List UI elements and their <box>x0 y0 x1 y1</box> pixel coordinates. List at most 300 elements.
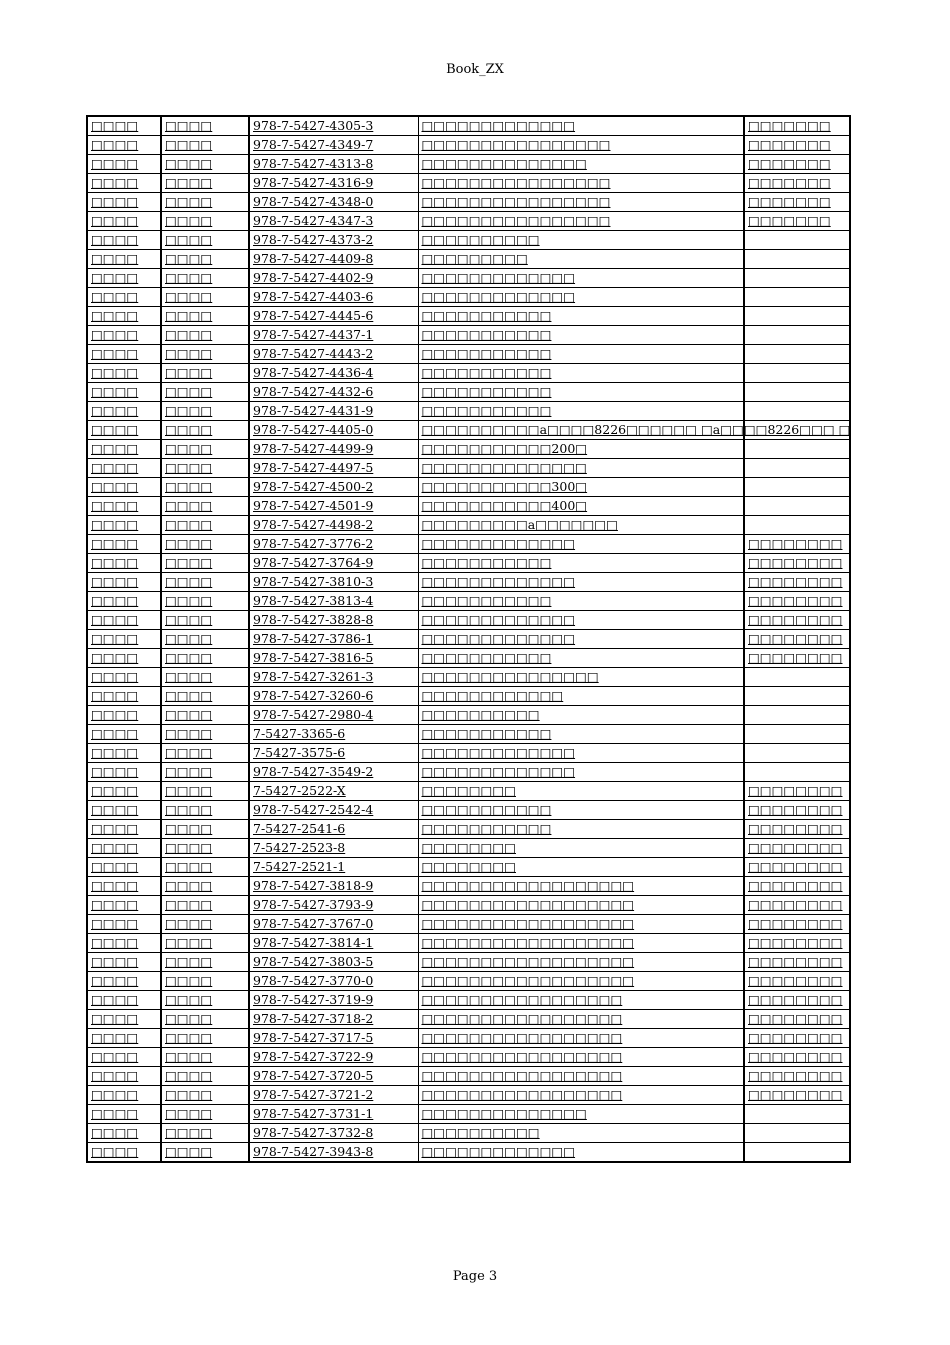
col-type-cell: □□□□ <box>161 573 249 592</box>
isbn-cell: 978-7-5427-3719-9 <box>249 991 418 1010</box>
series-cell: □□□□□□□ <box>744 212 850 231</box>
isbn-cell: 7-5427-2541-6 <box>249 820 418 839</box>
col-type-cell: □□□□ <box>161 307 249 326</box>
col-category-cell: □□□□ <box>87 535 161 554</box>
isbn-cell: 978-7-5427-4437-1 <box>249 326 418 345</box>
title-cell: □□□□□□□□ <box>418 839 744 858</box>
isbn-cell: 978-7-5427-4431-9 <box>249 402 418 421</box>
series-cell <box>744 383 850 402</box>
col-type-cell: □□□□ <box>161 383 249 402</box>
title-cell: □□□□□□□□□□a□□□□8226□□□□□□ □a□□□□8226□□□ □ <box>418 421 744 440</box>
table-row <box>87 307 850 326</box>
col-type-cell: □□□□ <box>161 212 249 231</box>
isbn-cell: 978-7-5427-3720-5 <box>249 1067 418 1086</box>
col-category-cell: □□□□ <box>87 459 161 478</box>
col-type-cell: □□□□ <box>161 535 249 554</box>
col-type-cell: □□□□ <box>161 116 249 136</box>
series-cell: □□□□□□□□ <box>744 915 850 934</box>
isbn-cell: 978-7-5427-3803-5 <box>249 953 418 972</box>
book-table-body <box>87 116 850 1162</box>
series-cell <box>744 763 850 782</box>
table-row <box>87 820 850 839</box>
series-cell: □□□□□□□ <box>744 155 850 174</box>
table-row <box>87 687 850 706</box>
col-category-cell: □□□□ <box>87 440 161 459</box>
series-cell: □□□□□□□□ <box>744 801 850 820</box>
series-cell: □□□□□□□ <box>744 174 850 193</box>
title-cell: □□□□□□□□□□□□□□□□□ <box>418 1086 744 1105</box>
series-cell: □□□□□□□□ <box>744 934 850 953</box>
col-category-cell: □□□□ <box>87 725 161 744</box>
series-cell: □□□□□□□□ <box>744 649 850 668</box>
isbn-cell: 978-7-5427-3260-6 <box>249 687 418 706</box>
isbn-cell: 978-7-5427-4498-2 <box>249 516 418 535</box>
title-cell: □□□□□□□□□□□300□ <box>418 478 744 497</box>
title-cell: □□□□□□□□□□□□□□ <box>418 155 744 174</box>
table-row <box>87 706 850 725</box>
col-type-cell: □□□□ <box>161 934 249 953</box>
title-cell: □□□□□□□□□□□□□□ <box>418 1105 744 1124</box>
col-category-cell: □□□□ <box>87 1029 161 1048</box>
series-cell: □□□□□□□□ <box>744 991 850 1010</box>
col-category-cell: □□□□ <box>87 345 161 364</box>
col-type-cell: □□□□ <box>161 1143 249 1163</box>
title-cell: □□□□□□□□□□□ <box>418 345 744 364</box>
table-row <box>87 1067 850 1086</box>
col-type-cell: □□□□ <box>161 364 249 383</box>
series-cell: □□□□□□□ <box>744 136 850 155</box>
series-cell: □□□□□□□□ <box>744 1086 850 1105</box>
col-type-cell: □□□□ <box>161 877 249 896</box>
col-type-cell: □□□□ <box>161 1086 249 1105</box>
title-cell: □□□□□□□□□□□ <box>418 592 744 611</box>
title-cell: □□□□□□□□□□□□□□ <box>418 459 744 478</box>
series-cell: □□□□□□□□ <box>744 535 850 554</box>
col-category-cell: □□□□ <box>87 250 161 269</box>
col-type-cell: □□□□ <box>161 839 249 858</box>
col-type-cell: □□□□ <box>161 231 249 250</box>
isbn-cell: 7-5427-2521-1 <box>249 858 418 877</box>
col-type-cell: □□□□ <box>161 554 249 573</box>
col-type-cell: □□□□ <box>161 763 249 782</box>
col-category-cell: □□□□ <box>87 478 161 497</box>
title-cell: □□□□□□□□□□□ <box>418 326 744 345</box>
title-cell: □□□□□□□□ <box>418 782 744 801</box>
table-row <box>87 934 850 953</box>
title-cell: □□□□□□□□□□□□□□□□□□ <box>418 896 744 915</box>
table-row <box>87 1124 850 1143</box>
title-cell: □□□□□□□□□□□□□□□□□ <box>418 1048 744 1067</box>
title-cell: □□□□□□□□□□□ <box>418 725 744 744</box>
isbn-cell: 978-7-5427-3732-8 <box>249 1124 418 1143</box>
col-category-cell: □□□□ <box>87 1143 161 1163</box>
title-cell: □□□□□□□□□□□□□□□□ <box>418 136 744 155</box>
series-cell <box>744 231 850 250</box>
title-cell: □□□□□□□□□□□□ <box>418 687 744 706</box>
table-row <box>87 668 850 687</box>
series-cell: □□□□□□□□ <box>744 839 850 858</box>
series-cell: □□□□□□□□ <box>744 896 850 915</box>
title-cell: □□□□□□□□□□□□□□□□ <box>418 193 744 212</box>
col-category-cell: □□□□ <box>87 934 161 953</box>
col-category-cell: □□□□ <box>87 516 161 535</box>
title-cell: □□□□□□□□□□□□□ <box>418 269 744 288</box>
title-cell: □□□□□□□□□□ <box>418 706 744 725</box>
series-cell: □□□□□□□□ <box>744 1029 850 1048</box>
col-category-cell: □□□□ <box>87 668 161 687</box>
series-cell <box>744 1124 850 1143</box>
col-type-cell: □□□□ <box>161 478 249 497</box>
col-category-cell: □□□□ <box>87 307 161 326</box>
col-category-cell: □□□□ <box>87 174 161 193</box>
col-type-cell: □□□□ <box>161 820 249 839</box>
isbn-cell: 978-7-5427-4405-0 <box>249 421 418 440</box>
isbn-cell: 978-7-5427-3813-4 <box>249 592 418 611</box>
col-type-cell: □□□□ <box>161 1048 249 1067</box>
title-cell: □□□□□□□□□□ <box>418 1124 744 1143</box>
col-type-cell: □□□□ <box>161 402 249 421</box>
isbn-cell: 978-7-5427-4436-4 <box>249 364 418 383</box>
col-type-cell: □□□□ <box>161 668 249 687</box>
title-cell: □□□□□□□□□□□□□ <box>418 535 744 554</box>
title-cell: □□□□□□□□□a□□□□□□□ <box>418 516 744 535</box>
table-row <box>87 288 850 307</box>
col-type-cell: □□□□ <box>161 193 249 212</box>
col-type-cell: □□□□ <box>161 250 249 269</box>
isbn-cell: 978-7-5427-3261-3 <box>249 668 418 687</box>
table-row <box>87 953 850 972</box>
title-cell: □□□□□□□□□□□□□□□□□ <box>418 1029 744 1048</box>
isbn-cell: 978-7-5427-4445-6 <box>249 307 418 326</box>
col-type-cell: □□□□ <box>161 326 249 345</box>
col-type-cell: □□□□ <box>161 744 249 763</box>
col-type-cell: □□□□ <box>161 459 249 478</box>
series-cell: □□□□□□□□ <box>744 877 850 896</box>
isbn-cell: 978-7-5427-4432-6 <box>249 383 418 402</box>
col-category-cell: □□□□ <box>87 915 161 934</box>
title-cell: □□□□□□□□□□□ <box>418 383 744 402</box>
table-row <box>87 896 850 915</box>
table-row <box>87 1010 850 1029</box>
col-type-cell: □□□□ <box>161 725 249 744</box>
isbn-cell: 978-7-5427-4409-8 <box>249 250 418 269</box>
isbn-cell: 978-7-5427-4403-6 <box>249 288 418 307</box>
col-type-cell: □□□□ <box>161 440 249 459</box>
series-cell <box>744 687 850 706</box>
col-category-cell: □□□□ <box>87 136 161 155</box>
table-row <box>87 193 850 212</box>
col-category-cell: □□□□ <box>87 972 161 991</box>
table-row <box>87 421 850 440</box>
col-category-cell: □□□□ <box>87 231 161 250</box>
table-row <box>87 231 850 250</box>
isbn-cell: 978-7-5427-4402-9 <box>249 269 418 288</box>
col-category-cell: □□□□ <box>87 193 161 212</box>
col-type-cell: □□□□ <box>161 592 249 611</box>
series-cell: □□□□□□□□ <box>744 554 850 573</box>
table-row <box>87 1105 850 1124</box>
isbn-cell: 7-5427-2523-8 <box>249 839 418 858</box>
col-category-cell: □□□□ <box>87 497 161 516</box>
title-cell: □□□□□□□□□□□ <box>418 801 744 820</box>
table-row <box>87 440 850 459</box>
isbn-cell: 978-7-5427-4373-2 <box>249 231 418 250</box>
isbn-cell: 978-7-5427-4499-9 <box>249 440 418 459</box>
series-cell: □□□□□□□□ <box>744 592 850 611</box>
table-row <box>87 1086 850 1105</box>
col-type-cell: □□□□ <box>161 1124 249 1143</box>
table-row <box>87 915 850 934</box>
isbn-cell: 978-7-5427-4497-5 <box>249 459 418 478</box>
col-category-cell: □□□□ <box>87 212 161 231</box>
isbn-cell: 978-7-5427-4316-9 <box>249 174 418 193</box>
col-category-cell: □□□□ <box>87 858 161 877</box>
table-row <box>87 383 850 402</box>
col-category-cell: □□□□ <box>87 839 161 858</box>
title-cell: □□□□□□□□□□□ <box>418 307 744 326</box>
series-cell: □□□□□□□□ <box>744 953 850 972</box>
col-category-cell: □□□□ <box>87 649 161 668</box>
page-header: Book_ZX <box>446 62 504 77</box>
col-type-cell: □□□□ <box>161 649 249 668</box>
col-category-cell: □□□□ <box>87 364 161 383</box>
title-cell: □□□□□□□□□□□□□ <box>418 288 744 307</box>
table-row <box>87 497 850 516</box>
series-cell <box>744 326 850 345</box>
series-cell <box>744 516 850 535</box>
title-cell: □□□□□□□□□□ <box>418 231 744 250</box>
col-type-cell: □□□□ <box>161 991 249 1010</box>
title-cell: □□□□□□□□□□□□□ <box>418 573 744 592</box>
col-category-cell: □□□□ <box>87 611 161 630</box>
series-cell: □□□□□□□□ <box>744 782 850 801</box>
table-row <box>87 763 850 782</box>
col-type-cell: □□□□ <box>161 801 249 820</box>
isbn-cell: 978-7-5427-2542-4 <box>249 801 418 820</box>
title-cell: □□□□□□□□□□□□□ <box>418 744 744 763</box>
series-cell: □□□□□□□□ <box>744 1067 850 1086</box>
table-row <box>87 116 850 136</box>
col-category-cell: □□□□ <box>87 269 161 288</box>
table-row <box>87 839 850 858</box>
series-cell <box>744 269 850 288</box>
col-category-cell: □□□□ <box>87 116 161 136</box>
col-category-cell: □□□□ <box>87 763 161 782</box>
isbn-cell: 978-7-5427-3722-9 <box>249 1048 418 1067</box>
col-type-cell: □□□□ <box>161 630 249 649</box>
col-category-cell: □□□□ <box>87 782 161 801</box>
col-category-cell: □□□□ <box>87 877 161 896</box>
isbn-cell: 978-7-5427-4443-2 <box>249 345 418 364</box>
title-cell: □□□□□□□□□□□□□ <box>418 630 744 649</box>
table-row <box>87 592 850 611</box>
col-category-cell: □□□□ <box>87 592 161 611</box>
isbn-cell: 7-5427-2522-X <box>249 782 418 801</box>
col-category-cell: □□□□ <box>87 991 161 1010</box>
title-cell: □□□□□□□□□□□□□□□□□ <box>418 1067 744 1086</box>
title-cell: □□□□□□□□□□□□□□□□□ <box>418 991 744 1010</box>
table-row <box>87 478 850 497</box>
series-cell <box>744 1105 850 1124</box>
col-type-cell: □□□□ <box>161 1010 249 1029</box>
page-footer: Page 3 <box>452 1269 498 1284</box>
col-category-cell: □□□□ <box>87 1086 161 1105</box>
series-cell <box>744 402 850 421</box>
col-category-cell: □□□□ <box>87 744 161 763</box>
series-cell: □□□□□□□□ <box>744 858 850 877</box>
title-cell: □□□□□□□□□□□□□□□ <box>418 668 744 687</box>
series-cell: □□□□□□□ <box>744 193 850 212</box>
col-category-cell: □□□□ <box>87 630 161 649</box>
isbn-cell: 978-7-5427-3764-9 <box>249 554 418 573</box>
table-row <box>87 212 850 231</box>
title-cell: □□□□□□□□□□□□□ <box>418 1143 744 1163</box>
table-row <box>87 326 850 345</box>
isbn-cell: 978-7-5427-3828-8 <box>249 611 418 630</box>
book-table <box>86 115 851 1163</box>
title-cell: □□□□□□□□□□□□□□□□□ <box>418 1010 744 1029</box>
series-cell <box>744 250 850 269</box>
col-type-cell: □□□□ <box>161 972 249 991</box>
table-row <box>87 782 850 801</box>
series-cell <box>744 725 850 744</box>
col-type-cell: □□□□ <box>161 136 249 155</box>
col-category-cell: □□□□ <box>87 1124 161 1143</box>
col-type-cell: □□□□ <box>161 896 249 915</box>
series-cell: □□□□□□□□ <box>744 820 850 839</box>
col-type-cell: □□□□ <box>161 345 249 364</box>
col-type-cell: □□□□ <box>161 782 249 801</box>
isbn-cell: 978-7-5427-3814-1 <box>249 934 418 953</box>
col-type-cell: □□□□ <box>161 1105 249 1124</box>
series-cell: □□□□□□□□ <box>744 630 850 649</box>
series-cell <box>744 478 850 497</box>
col-type-cell: □□□□ <box>161 687 249 706</box>
isbn-cell: 7-5427-3575-6 <box>249 744 418 763</box>
title-cell: □□□□□□□□□□□□□□□□□□ <box>418 972 744 991</box>
col-type-cell: □□□□ <box>161 155 249 174</box>
isbn-cell: 978-7-5427-4348-0 <box>249 193 418 212</box>
col-category-cell: □□□□ <box>87 573 161 592</box>
table-row <box>87 402 850 421</box>
isbn-cell: 978-7-5427-4313-8 <box>249 155 418 174</box>
isbn-cell: 978-7-5427-3770-0 <box>249 972 418 991</box>
col-type-cell: □□□□ <box>161 174 249 193</box>
col-type-cell: □□□□ <box>161 1067 249 1086</box>
isbn-cell: 978-7-5427-3818-9 <box>249 877 418 896</box>
isbn-cell: 978-7-5427-4347-3 <box>249 212 418 231</box>
table-row <box>87 725 850 744</box>
table-row <box>87 516 850 535</box>
col-category-cell: □□□□ <box>87 155 161 174</box>
table-row <box>87 1029 850 1048</box>
table-row <box>87 611 850 630</box>
col-type-cell: □□□□ <box>161 288 249 307</box>
table-row <box>87 1048 850 1067</box>
title-cell: □□□□□□□□□□□□□□□□ <box>418 212 744 231</box>
col-category-cell: □□□□ <box>87 706 161 725</box>
table-row <box>87 136 850 155</box>
table-row <box>87 630 850 649</box>
series-cell <box>744 706 850 725</box>
table-row <box>87 877 850 896</box>
col-type-cell: □□□□ <box>161 497 249 516</box>
table-row <box>87 250 850 269</box>
title-cell: □□□□□□□□□□□□□ <box>418 763 744 782</box>
table-row <box>87 174 850 193</box>
title-cell: □□□□□□□□□□□ <box>418 649 744 668</box>
series-cell: □□□□□□□□ <box>744 573 850 592</box>
isbn-cell: 978-7-5427-3776-2 <box>249 535 418 554</box>
col-type-cell: □□□□ <box>161 516 249 535</box>
isbn-cell: 978-7-5427-3549-2 <box>249 763 418 782</box>
series-cell <box>744 744 850 763</box>
col-category-cell: □□□□ <box>87 383 161 402</box>
series-cell: □□□□□□□□ <box>744 972 850 991</box>
col-type-cell: □□□□ <box>161 1029 249 1048</box>
isbn-cell: 978-7-5427-4305-3 <box>249 116 418 136</box>
col-category-cell: □□□□ <box>87 953 161 972</box>
title-cell: □□□□□□□□□□□□□□□□□□ <box>418 877 744 896</box>
col-category-cell: □□□□ <box>87 554 161 573</box>
col-category-cell: □□□□ <box>87 1010 161 1029</box>
title-cell: □□□□□□□□□□□ <box>418 402 744 421</box>
isbn-cell: 978-7-5427-4500-2 <box>249 478 418 497</box>
col-type-cell: □□□□ <box>161 269 249 288</box>
table-row <box>87 801 850 820</box>
table-row <box>87 991 850 1010</box>
series-cell: □□□□□□□□ <box>744 611 850 630</box>
isbn-cell: 978-7-5427-3793-9 <box>249 896 418 915</box>
col-category-cell: □□□□ <box>87 896 161 915</box>
title-cell: □□□□□□□□ <box>418 858 744 877</box>
col-type-cell: □□□□ <box>161 706 249 725</box>
col-category-cell: □□□□ <box>87 326 161 345</box>
isbn-cell: 978-7-5427-3718-2 <box>249 1010 418 1029</box>
title-cell: □□□□□□□□□□□200□ <box>418 440 744 459</box>
table-row <box>87 554 850 573</box>
series-cell <box>744 288 850 307</box>
isbn-cell: 978-7-5427-3816-5 <box>249 649 418 668</box>
isbn-cell: 978-7-5427-3717-5 <box>249 1029 418 1048</box>
title-cell: □□□□□□□□□□□400□ <box>418 497 744 516</box>
table-row <box>87 744 850 763</box>
col-category-cell: □□□□ <box>87 288 161 307</box>
table-row <box>87 858 850 877</box>
series-cell <box>744 497 850 516</box>
series-cell <box>744 1143 850 1163</box>
isbn-cell: 978-7-5427-3721-2 <box>249 1086 418 1105</box>
col-category-cell: □□□□ <box>87 402 161 421</box>
table-row <box>87 364 850 383</box>
table-row <box>87 1143 850 1163</box>
series-cell: □□□□□□□ <box>744 116 850 136</box>
series-cell: □□□□□□□□ <box>744 1010 850 1029</box>
series-cell <box>744 459 850 478</box>
title-cell: □□□□□□□□□□□ <box>418 554 744 573</box>
table-row <box>87 972 850 991</box>
title-cell: □□□□□□□□□□□□□□□□ <box>418 174 744 193</box>
series-cell <box>744 668 850 687</box>
table-row <box>87 649 850 668</box>
title-cell: □□□□□□□□□□□□□□□□□□ <box>418 953 744 972</box>
table-row <box>87 155 850 174</box>
title-cell: □□□□□□□□□□□ <box>418 820 744 839</box>
series-cell <box>744 345 850 364</box>
col-type-cell: □□□□ <box>161 915 249 934</box>
col-category-cell: □□□□ <box>87 1105 161 1124</box>
isbn-cell: 978-7-5427-2980-4 <box>249 706 418 725</box>
